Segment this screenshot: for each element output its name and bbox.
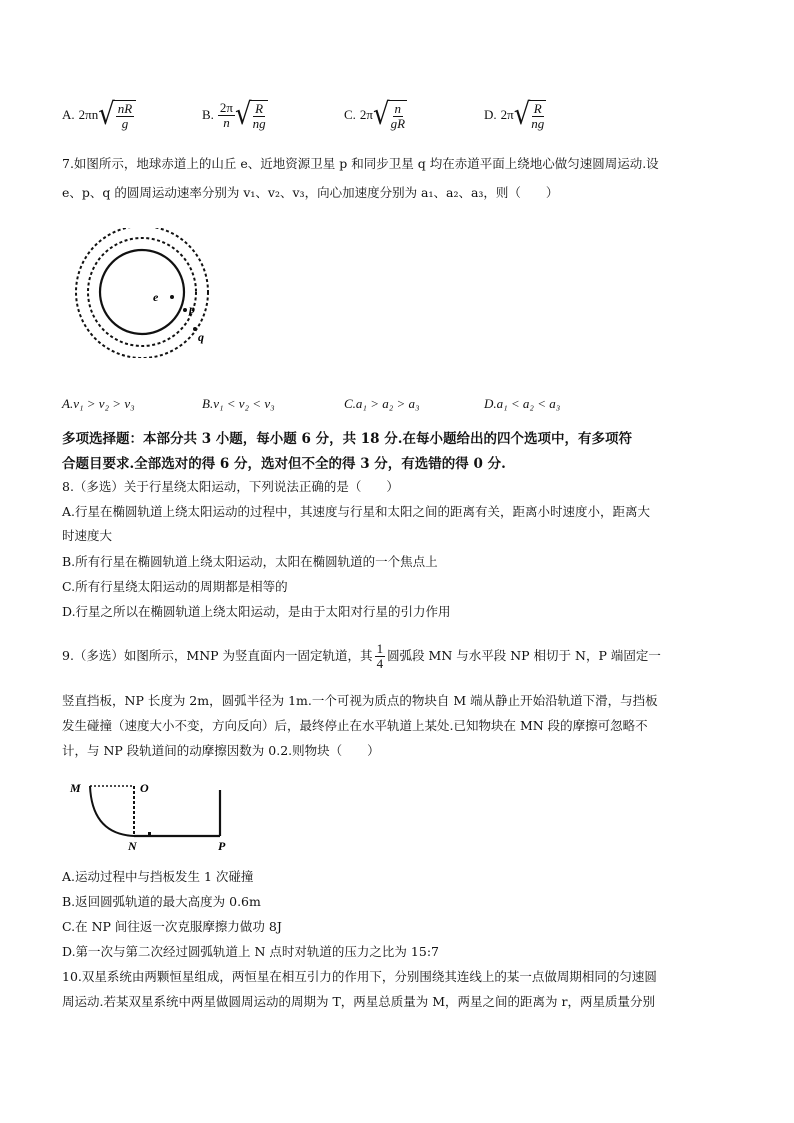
label-p: p — [189, 302, 195, 316]
q7-options — [62, 396, 662, 414]
small-block — [148, 832, 151, 835]
q6-option-d: D. 2π √ $\frac{R}{ng}$ — [484, 97, 545, 133]
q10-stem-line2: 周运动.若某双星系统中两星做圆周运动的周期为 T，两星总质量为 M，两星之间的距离为 r，两星质量分别 — [62, 994, 656, 1009]
q7-option-c: C.a₁ > a₂ > a₃ — [344, 396, 420, 411]
label-e: e — [153, 290, 159, 304]
q9-stem-line2: 竖直挡板，NP 长度为 2m，圆弧半径为 1m.一个可视为质点的物块自 M 端从静止开始沿轨道下滑，与挡板 — [62, 693, 658, 708]
q9-option-d: D.第一次与第二次经过圆弧轨道上 N 点时对轨道的压力之比为 15:7 — [62, 944, 439, 959]
q8-stem: 8.（多选）关于行星绕太阳运动，下列说法正确的是（ ） — [62, 479, 399, 494]
q10-stem-line1: 10.双星系统由两颗恒星组成，两恒星在相互引力的作用下，分别围绕其连线上的某一点做周期相同的匀速圆 — [62, 969, 657, 984]
q6-option-b: B. $\frac{2\pi}{n}$ √ $\frac{R}{ng}$ — [202, 97, 266, 133]
q7-option-b: B.v₁ < v₂ < v₃ — [202, 396, 275, 411]
q9-option-a: A.运动过程中与挡板发生 1 次碰撞 — [62, 869, 254, 884]
point-p-dot — [183, 308, 187, 312]
q7-stem-line1: 7.如图所示，地球赤道上的山丘 e、近地资源卫星 p 和同步卫星 q 均在赤道平面上绕地心做匀速圆周运动.设 — [62, 156, 659, 171]
point-e-dot — [170, 295, 174, 299]
q7-option-a: A.v₁ > v₂ > v₃ — [62, 396, 135, 411]
q7-orbit-figure — [62, 228, 217, 358]
q9-option-c: C.在 NP 间往返一次克服摩擦力做功 8J — [62, 919, 282, 934]
q7-option-d: D.a₁ < a₂ < a₃ — [484, 396, 561, 411]
q6-option-c: C. 2π √ $\frac{n}{gR}$ — [344, 97, 406, 133]
q6-options — [62, 96, 742, 140]
label-o: O — [140, 781, 149, 795]
q9-stem-line1: 9.（多选）如图所示，MNP 为竖直面内一固定轨道，其 $\frac{1}{4}$ 圆弧段 MN 与水平段 NP 相切于 N，P 端固定一 — [62, 641, 661, 671]
quarter-fraction: $\frac{1}{4}$ — [376, 641, 384, 671]
q8-option-b: B.所有行星在椭圆轨道上绕太阳运动，太阳在椭圆轨道的一个焦点上 — [62, 554, 438, 569]
earth-circle — [100, 250, 184, 334]
q8-option-a-line1: A.行星在椭圆轨道上绕太阳运动的过程中，其速度与行星和太阳之间的距离有关，距离小时速度小，距离大 — [62, 504, 651, 519]
label-m: M — [70, 781, 81, 795]
q7-stem-line2: e、p、q 的圆周运动速率分别为 v₁、v₂、v₃，向心加速度分别为 a₁、a₂、a₃，则（ ） — [62, 185, 559, 200]
point-q-dot — [193, 327, 197, 331]
q8-option-a-line2: 时速度大 — [62, 528, 113, 543]
q8-option-d: D.行星之所以在椭圆轨道上绕太阳运动，是由于太阳对行星的引力作用 — [62, 604, 451, 619]
sync-orbit-circle — [76, 228, 208, 358]
q9-track-figure — [62, 776, 237, 856]
section-heading-line2: 合题目要求.全部选对的得 6 分，选对但不全的得 3 分，有选错的得 0 分. — [62, 456, 506, 472]
label-n: N — [128, 839, 137, 853]
q8-option-c: C.所有行星绕太阳运动的周期都是相等的 — [62, 579, 288, 594]
q9-option-b: B.返回圆弧轨道的最大高度为 0.6m — [62, 894, 261, 909]
arc-mn — [90, 786, 134, 836]
q6-option-a: A. 2πn √ $\frac{nR}{g}$ — [62, 100, 136, 131]
q9-stem-line4: 计，与 NP 段轨道间的动摩擦因数为 0.2.则物块（ ） — [62, 743, 380, 758]
label-q: q — [198, 330, 204, 344]
section-heading-line1: 多项选择题：本部分共 3 小题，每小题 6 分，共 18 分.在每小题给出的四个选项中，有多项符 — [62, 431, 632, 447]
label-p: P — [218, 839, 226, 853]
q9-stem-line3: 发生碰撞（速度大小不变，方向反向）后，最终停止在水平轨道上某处.已知物块在 MN 段的摩擦可忽略不 — [62, 718, 648, 733]
near-orbit-circle — [88, 238, 196, 346]
